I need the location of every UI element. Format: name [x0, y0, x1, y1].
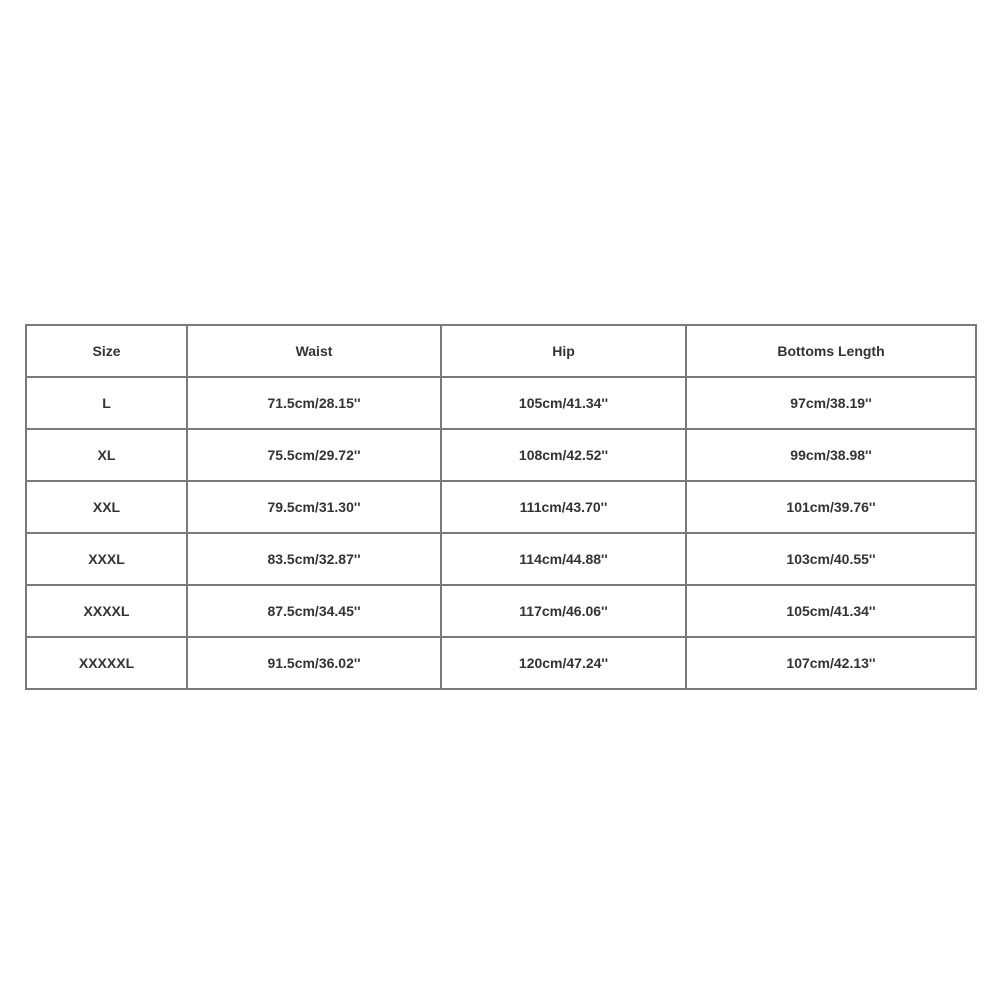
waist-cell: 79.5cm/31.30'': [187, 481, 441, 533]
hip-cell: 111cm/43.70'': [441, 481, 686, 533]
bottoms-length-cell: 101cm/39.76'': [686, 481, 976, 533]
hip-cell: 117cm/46.06'': [441, 585, 686, 637]
size-chart-table: [25, 324, 977, 690]
header-bottoms-length: Bottoms Length: [686, 325, 976, 377]
waist-cell: 75.5cm/29.72'': [187, 429, 441, 481]
size-chart-header: [26, 325, 976, 377]
waist-cell: 83.5cm/32.87'': [187, 533, 441, 585]
hip-cell: 120cm/47.24'': [441, 637, 686, 689]
waist-cell: 71.5cm/28.15'': [187, 377, 441, 429]
header-size: Size: [26, 325, 187, 377]
table-row: [26, 429, 976, 481]
bottoms-length-cell: 107cm/42.13'': [686, 637, 976, 689]
bottoms-length-cell: 99cm/38.98'': [686, 429, 976, 481]
header-waist: Waist: [187, 325, 441, 377]
bottoms-length-cell: 97cm/38.19'': [686, 377, 976, 429]
table-row: [26, 637, 976, 689]
table-row: [26, 533, 976, 585]
size-cell: XXXXL: [26, 585, 187, 637]
size-cell: XL: [26, 429, 187, 481]
table-row: [26, 585, 976, 637]
table-row: [26, 481, 976, 533]
waist-cell: 91.5cm/36.02'': [187, 637, 441, 689]
size-cell: XXL: [26, 481, 187, 533]
bottoms-length-cell: 105cm/41.34'': [686, 585, 976, 637]
header-row: [26, 325, 976, 377]
size-cell: L: [26, 377, 187, 429]
header-hip: Hip: [441, 325, 686, 377]
waist-cell: 87.5cm/34.45'': [187, 585, 441, 637]
hip-cell: 105cm/41.34'': [441, 377, 686, 429]
size-chart-body: [26, 377, 976, 689]
bottoms-length-cell: 103cm/40.55'': [686, 533, 976, 585]
hip-cell: 114cm/44.88'': [441, 533, 686, 585]
size-cell: XXXXXL: [26, 637, 187, 689]
hip-cell: 108cm/42.52'': [441, 429, 686, 481]
table-row: [26, 377, 976, 429]
size-cell: XXXL: [26, 533, 187, 585]
